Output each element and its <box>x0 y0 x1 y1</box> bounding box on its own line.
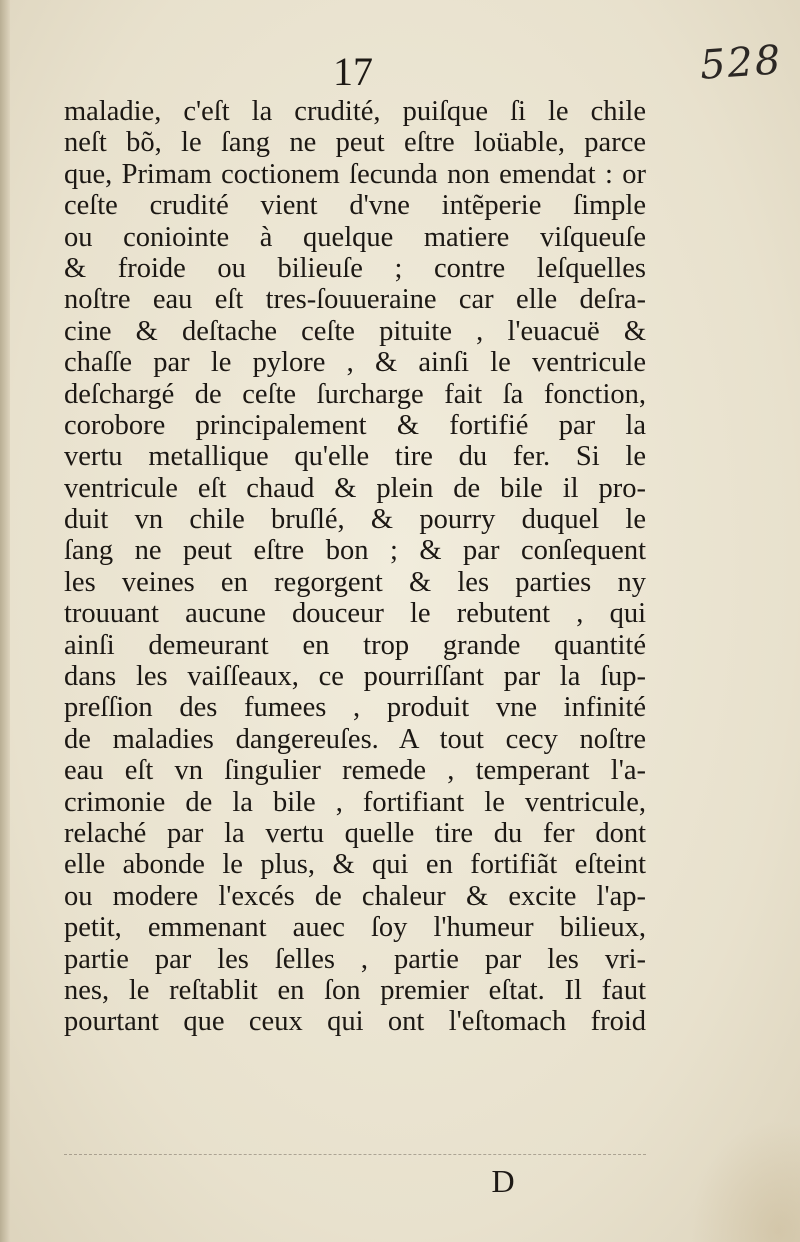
page-number: 17 <box>333 49 373 94</box>
binding-edge <box>0 0 10 1242</box>
text-line: preſſion des fumees , produit vne infinité <box>64 692 646 724</box>
text-line: & froide ou bilieuſe ; contre leſquelles <box>64 252 646 284</box>
text-line: ventricule eſt chaud & plein de bile il pro- <box>64 472 646 504</box>
text-line: partie par les ſelles , partie par les vri- <box>64 943 646 975</box>
text-line: ou modere l'excés de chaleur & excite l'ap- <box>64 880 646 912</box>
text-line: petit, emmenant auec ſoy l'humeur bilieux, <box>64 912 646 944</box>
text-line: maladie, c'eſt la crudité, puiſque ſi le chile <box>64 96 646 127</box>
text-line: nes, le reſtablit en ſon premier eſtat. Il faut <box>64 974 646 1006</box>
text-line: crimonie de la bile , fortifiant le ventricule, <box>64 786 646 818</box>
text-line: chaſſe par le pylore , & ainſi le ventricule <box>64 347 646 379</box>
text-line: corobore principalement & fortifié par la <box>64 409 646 441</box>
text-line: vertu metallique qu'elle tire du fer. Si le <box>64 441 646 473</box>
text-line: duit vn chile bruſlé, & pourry duquel le <box>64 504 646 536</box>
text-line: pourtant que ceux qui ont l'eſtomach froid <box>64 1006 646 1038</box>
text-line: de maladies dangereuſes. A tout cecy noſtre <box>64 723 646 755</box>
text-line: cine & deſtache ceſte pituite , l'euacuë & <box>64 315 646 347</box>
text-line: que, Primam coctionem ſecunda non emendat : or <box>64 158 646 190</box>
bottom-rule <box>64 1154 646 1155</box>
text-line: elle abonde le plus, & qui en fortifiãt eſteint <box>64 849 646 881</box>
paper-stain <box>690 1120 800 1242</box>
text-line: relaché par la vertu quelle tire du fer dont <box>64 817 646 849</box>
text-line: deſchargé de ceſte ſurcharge fait ſa fonction, <box>64 378 646 410</box>
text-line: ſang ne peut eſtre bon ; & par conſequent <box>64 535 646 567</box>
text-line: ceſte crudité vient d'vne intẽperie ſimple <box>64 190 646 222</box>
handwritten-folio-note: 528 <box>698 37 784 89</box>
text-line: eau eſt vn ſingulier remede , temperant l'a- <box>64 755 646 787</box>
signature-mark: D <box>491 1163 515 1199</box>
text-line: dans les vaiſſeaux, ce pourriſſant par la ſup- <box>64 661 646 693</box>
text-line: trouuant aucune douceur le rebutent , qui <box>64 598 646 630</box>
body-text <box>64 96 646 1038</box>
text-line: noſtre eau eſt tres-ſouueraine car elle deſra- <box>64 284 646 316</box>
text-line: neſt bõ, le ſang ne peut eſtre loüable, parce <box>64 127 646 159</box>
text-line: ou coniointe à quelque matiere viſqueuſe <box>64 221 646 253</box>
text-line: les veines en regorgent & les parties ny <box>64 566 646 598</box>
text-line: ainſi demeurant en trop grande quantité <box>64 629 646 661</box>
